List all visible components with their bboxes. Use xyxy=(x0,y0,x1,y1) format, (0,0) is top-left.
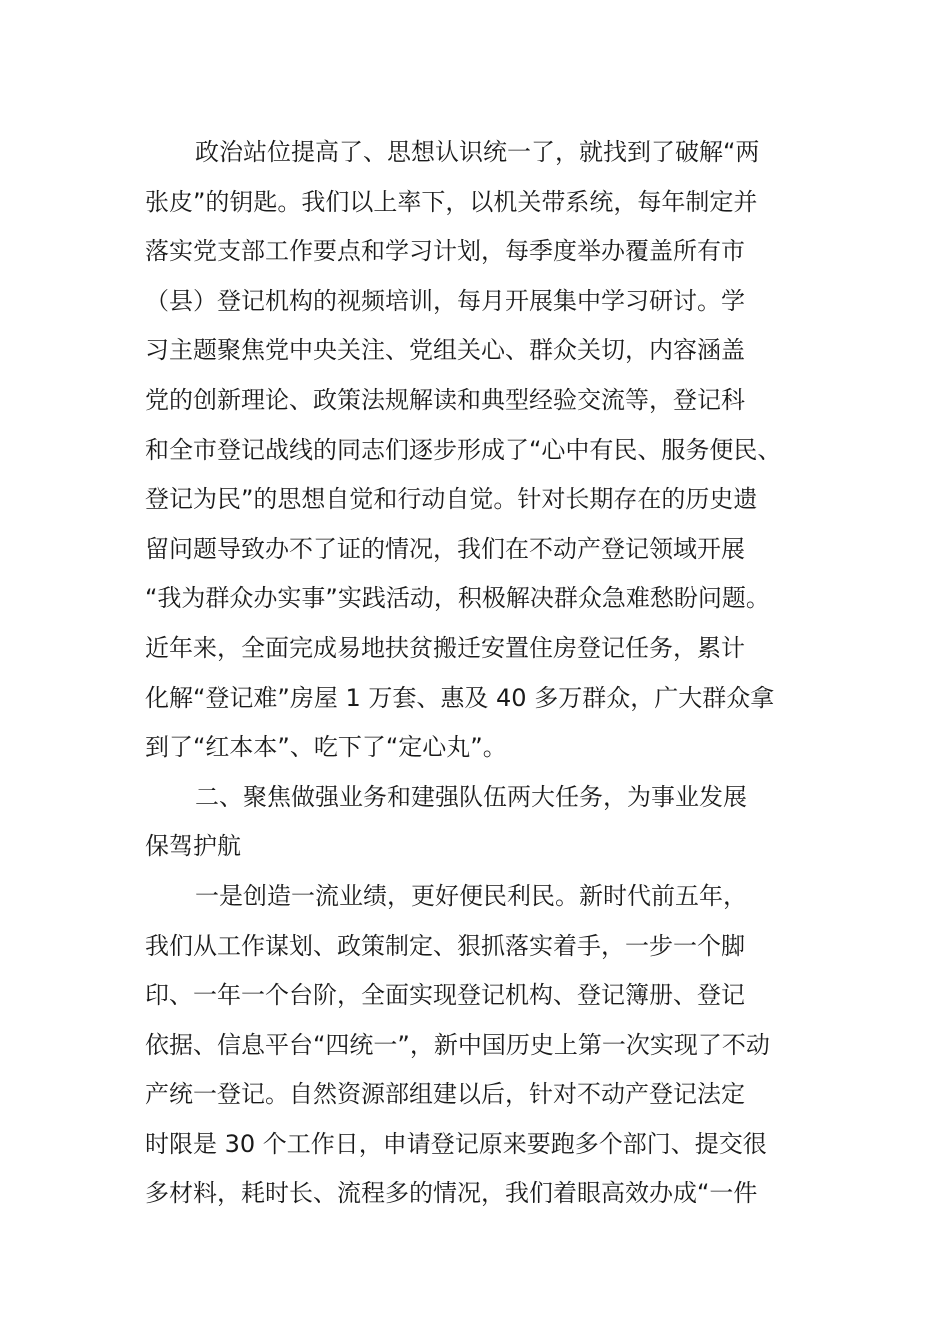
paragraph-first-line: 一是创造一流业绩，更好便民利民。新时代前五年， xyxy=(195,881,747,910)
paragraph-line: 登记为民”的思想自觉和行动自觉。针对长期存在的历史遗 xyxy=(145,485,758,514)
paragraph-line: 产统一登记。自然资源部组建以后，针对不动产登记法定 xyxy=(145,1080,745,1109)
paragraph-line: 党的创新理论、政策法规解读和典型经验交流等，登记科 xyxy=(145,385,745,414)
document-body xyxy=(145,128,825,1219)
paragraph-line: 留问题导致办不了证的情况，我们在不动产登记领域开展 xyxy=(145,534,745,563)
paragraph-line: 张皮”的钥匙。我们以上率下，以机关带系统，每年制定并 xyxy=(145,187,758,216)
paragraph-line: 保驾护航 xyxy=(145,832,241,861)
paragraph-line: （县）登记机构的视频培训，每月开展集中学习研讨。学 xyxy=(145,286,745,315)
paragraph-line: 我们从工作谋划、政策制定、狠抓落实着手，一步一个脚 xyxy=(145,931,745,960)
paragraph-line: 时限是 30 个工作日，申请登记原来要跑多个部门、提交很 xyxy=(145,1129,767,1158)
paragraph-line: 化解“登记难”房屋 1 万套、惠及 40 多万群众，广大群众拿 xyxy=(145,683,775,712)
paragraph-line: “我为群众办实事”实践活动，积极解决群众急难愁盼问题。 xyxy=(145,584,770,613)
paragraph-line: 近年来，全面完成易地扶贫搬迁安置住房登记任务，累计 xyxy=(145,633,745,662)
paragraph-line: 印、一年一个台阶，全面实现登记机构、登记簿册、登记 xyxy=(145,981,745,1010)
paragraph-first-line: 二、聚焦做强业务和建强队伍两大任务，为事业发展 xyxy=(195,782,747,811)
paragraph-line: 多材料，耗时长、流程多的情况，我们着眼高效办成“一件 xyxy=(145,1179,758,1208)
paragraph-line: 和全市登记战线的同志们逐步形成了“心中有民、服务便民、 xyxy=(145,435,782,464)
paragraph-line: 到了“红本本”、吃下了“定心丸”。 xyxy=(145,733,507,762)
paragraph-line: 习主题聚焦党中央关注、党组关心、群众关切，内容涵盖 xyxy=(145,336,745,365)
paragraph-first-line: 政治站位提高了、思想认识统一了，就找到了破解“两 xyxy=(195,138,760,166)
paragraph-line: 落实党支部工作要点和学习计划，每季度举办覆盖所有市 xyxy=(145,237,745,266)
paragraph-line: 依据、信息平台“四统一”，新中国历史上第一次实现了不动 xyxy=(145,1030,770,1059)
